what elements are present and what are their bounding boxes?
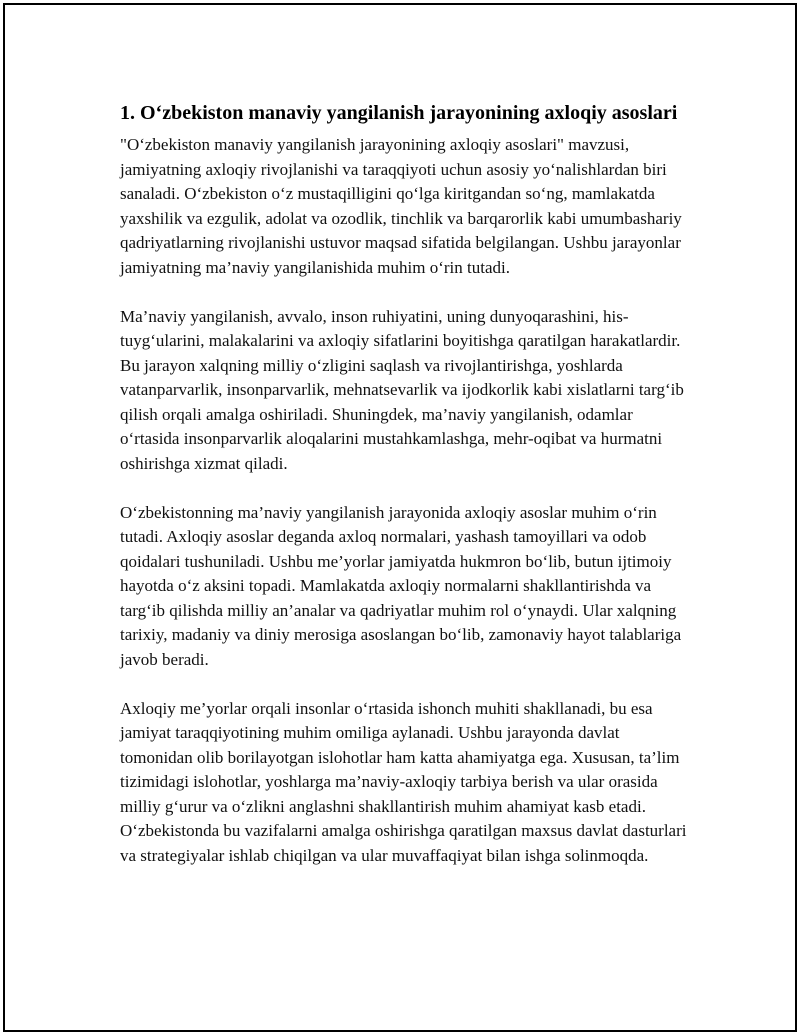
page-frame xyxy=(3,3,797,1032)
paragraph-3: O‘zbekistonning ma’naviy yangilanish jarayonida axloqiy asoslar muhim o‘rin tutadi. Axloqiy asoslar deganda axloq normalari, yashash tamoyillari va odob qoidalari tushuniladi. Ushbu me’yorlar jamiyatda hukmron bo‘lib, butun ijtimoiy hayotda o‘z aksini topadi. Mamlakatda axloqiy normalarni shakllantirishda va targ‘ib qilishda milliy an’analar va qadriyatlar muhim rol o‘ynaydi. Ular xalqning tarixiy, madaniy va diniy merosiga asoslangan bo‘lib, zamonaviy hayot talablariga javob beradi. xyxy=(120,502,682,669)
document-body xyxy=(120,99,690,868)
section-heading: 1. O‘zbekiston manaviy yangilanish jarayonining axloqiy asoslari xyxy=(120,102,678,124)
paragraph-4: Axloqiy me’yorlar orqali insonlar o‘rtasida ishonch muhiti shakllanadi, bu esa jamiyat taraqqiyotining muhim omiliga aylanadi. Ushbu jarayonda davlat tomonidan olib borilayotgan islohotlar ham katta ahamiyatga ega. Xususan, ta’lim tizimidagi islohotlar, yoshlarga ma’naviy-axloqiy tarbiya berish va ular orasida milliy g‘urur va o‘zlikni anglashni shakllantirish muhim ahamiyat kasb etadi. O‘zbekistonda bu vazifalarni amalga oshirishga qaratilgan maxsus davlat dasturlari va strategiyalar ishlab chiqilgan va ular muvaffaqiyat bilan ishga solinmoqda. xyxy=(120,698,687,865)
paragraph-2: Ma’naviy yangilanish, avvalo, inson ruhiyatini, uning dunyoqarashini, his-tuyg‘ularini, malakalarini va axloqiy sifatlarini boyitishga qaratilgan harakatlardir. Bu jarayon xalqning milliy o‘zligini saqlash va rivojlantirishga, yoshlarda vatanparvarlik, insonparvarlik, mehnatsevarlik va ijodkorlik kabi xislatlarni targ‘ib qilish orqali amalga oshiriladi. Shuningdek, ma’naviy yangilanish, odamlar o‘rtasida insonparvarlik aloqalarini mustahkamlashga, mehr-oqibat va hurmatni oshirishga xizmat qiladi. xyxy=(120,306,684,473)
paragraph-1: "O‘zbekiston manaviy yangilanish jarayonining axloqiy asoslari" mavzusi, jamiyatning axloqiy rivojlanishi va taraqqiyoti uchun asosiy yo‘nalishlardan biri sanaladi. O‘zbekiston o‘z mustaqilligini qo‘lga kiritgandan so‘ng, mamlakatda yaxshilik va ezgulik, adolat va ozodlik, tinchlik va barqarorlik kabi umumbashariy qadriyatlarning rivojlanishi ustuvor maqsad sifatida belgilangan. Ushbu jarayonlar jamiyatning ma’naviy yangilanishida muhim o‘rin tutadi. xyxy=(120,135,682,277)
